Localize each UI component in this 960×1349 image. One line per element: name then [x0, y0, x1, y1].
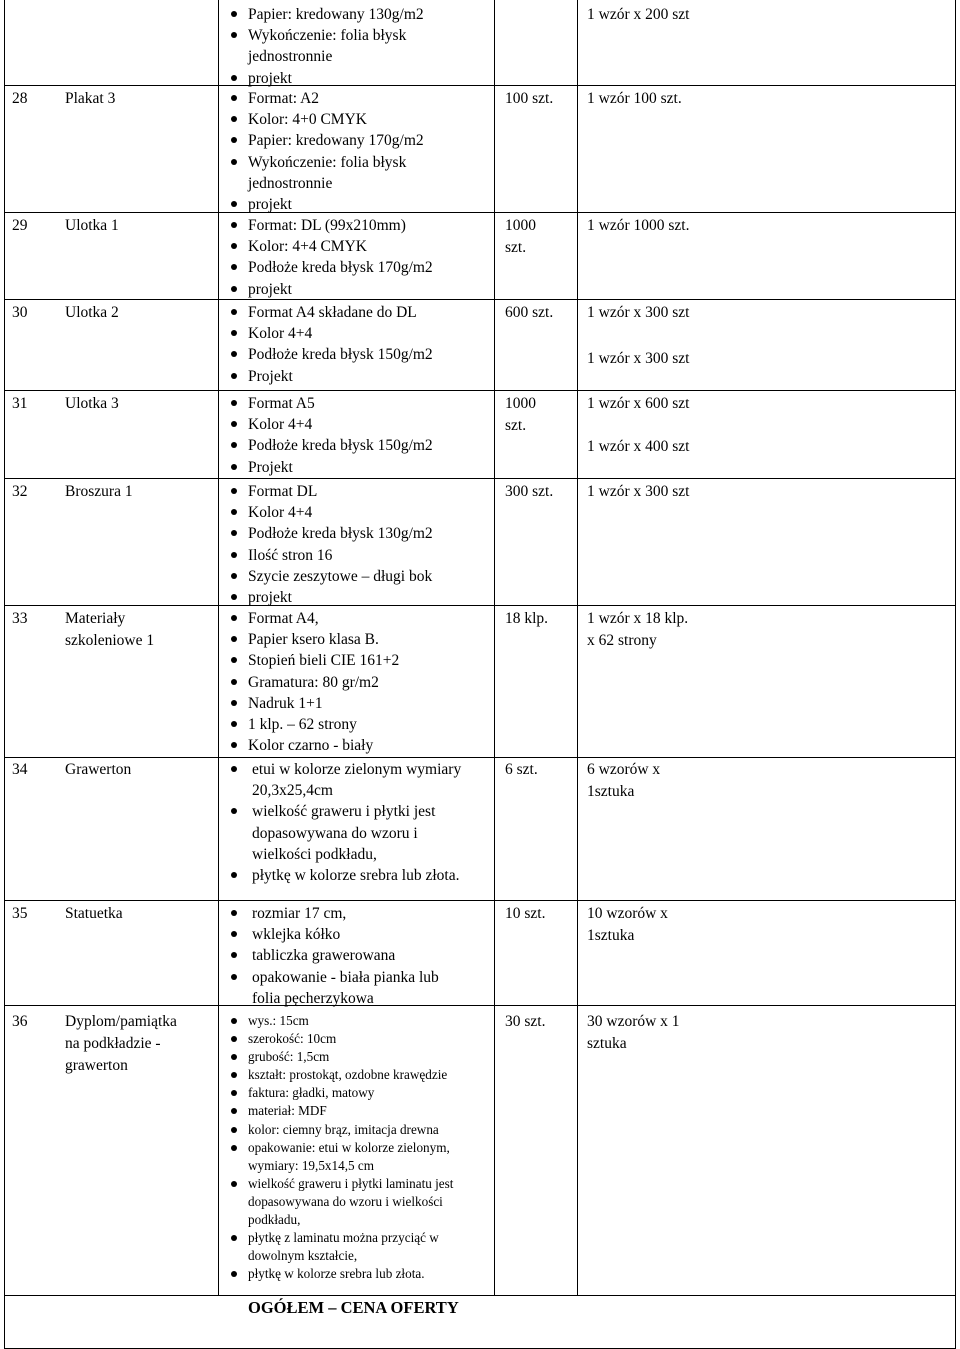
pattern-cell: 1 wzór 100 szt. — [587, 90, 682, 107]
spec-item: opakowanie: etui w kolorze zielonym, wymiary: 19,5x14,5 cm — [224, 1139, 484, 1175]
spec-item: projekt — [224, 587, 464, 608]
pattern-cell: 1 wzór x 300 szt — [587, 350, 690, 367]
spec-list — [224, 608, 464, 756]
spec-item: Ilość stron 16 — [224, 545, 464, 566]
item-name: Broszura 1 — [65, 483, 133, 500]
spec-item: Projekt — [224, 366, 464, 387]
quantity-cell: 10 szt. — [505, 905, 546, 922]
spec-item: płytkę z laminatu można przyciąć w dowolnym kształcie, — [224, 1229, 484, 1265]
row-divider — [4, 1005, 955, 1006]
item-name: grawerton — [65, 1057, 128, 1074]
row-number: 30 — [12, 304, 28, 321]
pattern-cell: 1 wzór x 600 szt — [587, 395, 690, 412]
item-name: Ulotka 2 — [65, 304, 119, 321]
spec-item: Format DL — [224, 481, 464, 502]
quantity-cell: 100 szt. — [505, 90, 554, 107]
spec-item: Format: DL (99x210mm) — [224, 215, 464, 236]
spec-item: płytkę w kolorze srebra lub złota. — [222, 865, 467, 886]
spec-item: Format A4 składane do DL — [224, 302, 464, 323]
spec-item: Kolor czarno - biały — [224, 735, 464, 756]
item-name: Materiały — [65, 610, 126, 627]
spec-item: faktura: gładki, matowy — [224, 1084, 484, 1102]
spec-item: wklejka kółko — [222, 924, 467, 945]
spec-list — [224, 393, 464, 478]
spec-list — [224, 215, 464, 300]
spec-item: wys.: 15cm — [224, 1012, 484, 1030]
row-number: 31 — [12, 395, 28, 412]
spec-item: szerokość: 10cm — [224, 1030, 484, 1048]
pattern-cell: sztuka — [587, 1035, 627, 1052]
spec-item: rozmiar 17 cm, — [222, 903, 467, 924]
row-divider — [4, 299, 955, 300]
row-number: 32 — [12, 483, 28, 500]
item-name: Plakat 3 — [65, 90, 116, 107]
spec-item: Papier ksero klasa B. — [224, 629, 464, 650]
row-divider — [4, 85, 955, 86]
spec-item: Format A4, — [224, 608, 464, 629]
spec-list — [224, 481, 464, 608]
total-offer-price-label: OGÓŁEM – CENA OFERTY — [248, 1298, 459, 1317]
row-number: 35 — [12, 905, 28, 922]
spec-item: Podłoże kreda błysk 150g/m2 — [224, 344, 464, 365]
item-name: Ulotka 1 — [65, 217, 119, 234]
spec-list — [224, 302, 464, 387]
spec-item: opakowanie - biała pianka lub folia pęcherzykowa — [222, 967, 467, 1009]
quantity-cell: 18 klp. — [505, 610, 549, 627]
pattern-cell: 1 wzór 1000 szt. — [587, 217, 690, 234]
spec-item: grubość: 1,5cm — [224, 1048, 484, 1066]
spec-item: kształt: prostokąt, ozdobne krawędzie — [224, 1066, 484, 1084]
table-border-left — [4, 0, 5, 1349]
table-border-right — [955, 0, 956, 1349]
spec-item: Format A5 — [224, 393, 464, 414]
spec-item: projekt — [224, 279, 464, 300]
spec-item: Kolor: 4+0 CMYK — [224, 109, 464, 130]
spec-item: Kolor: 4+4 CMYK — [224, 236, 464, 257]
row-divider — [4, 1295, 955, 1296]
spec-item: Kolor 4+4 — [224, 502, 464, 523]
spec-item: Format: A2 — [224, 88, 464, 109]
row-number: 33 — [12, 610, 28, 627]
row-number: 28 — [12, 90, 28, 107]
spec-item: płytkę w kolorze srebra lub złota. — [224, 1265, 484, 1283]
pattern-cell: 1sztuka — [587, 783, 635, 800]
spec-list — [224, 1012, 484, 1283]
quantity-cell: 1000 — [505, 217, 536, 234]
pattern-cell: x 62 strony — [587, 632, 657, 649]
pattern-cell: 6 wzorów x — [587, 761, 661, 778]
quantity-cell: 1000 — [505, 395, 536, 412]
spec-item: Papier: kredowany 170g/m2 — [224, 130, 464, 151]
spec-item: Projekt — [224, 457, 464, 478]
spec-item: Wykończenie: folia błysk jednostronnie — [224, 152, 464, 194]
spec-item: wielkość graweru i płytki jest dopasowywana do wzoru i wielkości podkładu, — [222, 801, 467, 865]
row-number: 29 — [12, 217, 28, 234]
item-name: Ulotka 3 — [65, 395, 119, 412]
spec-item: projekt — [224, 68, 464, 89]
row-divider — [4, 605, 955, 606]
pattern-cell: 30 wzorów x 1 — [587, 1013, 680, 1030]
pattern-cell: 1 wzór x 300 szt — [587, 304, 690, 321]
row-divider — [4, 212, 955, 213]
spec-list — [222, 759, 467, 886]
item-name: szkoleniowe 1 — [65, 632, 155, 649]
quantity-cell: szt. — [505, 417, 527, 434]
spec-item: Podłoże kreda błysk 170g/m2 — [224, 257, 464, 278]
spec-item: tabliczka grawerowana — [222, 945, 467, 966]
item-name: Grawerton — [65, 761, 132, 778]
spec-list — [224, 88, 464, 215]
row-divider — [4, 390, 955, 391]
spec-item: Kolor 4+4 — [224, 414, 464, 435]
spec-list — [222, 903, 467, 1009]
item-name: na podkładzie - — [65, 1035, 161, 1052]
row-divider — [4, 757, 955, 758]
quantity-cell: 300 szt. — [505, 483, 554, 500]
item-name: Statuetka — [65, 905, 123, 922]
spec-item: kolor: ciemny brąz, imitacja drewna — [224, 1121, 484, 1139]
column-divider — [218, 0, 219, 1295]
spec-item: wielkość graweru i płytki laminatu jest dopasowywana do wzoru i wielkości podkładu, — [224, 1175, 484, 1229]
pattern-cell: 1 wzór x 400 szt — [587, 438, 690, 455]
row-divider — [4, 900, 955, 901]
pattern-cell: 1 wzór x 18 klp. — [587, 610, 689, 627]
spec-item: Szycie zeszytowe – długi bok — [224, 566, 464, 587]
column-divider — [494, 0, 495, 1295]
row-number: 36 — [12, 1013, 28, 1030]
quantity-cell: 6 szt. — [505, 761, 538, 778]
spec-item: Papier: kredowany 130g/m2 — [224, 4, 464, 25]
pattern-cell: 1 wzór x 200 szt — [587, 6, 690, 23]
spec-item: Podłoże kreda błysk 130g/m2 — [224, 523, 464, 544]
column-divider — [577, 0, 578, 1295]
spec-item: Gramatura: 80 gr/m2 — [224, 672, 464, 693]
spec-item: Stopień bieli CIE 161+2 — [224, 650, 464, 671]
spec-item: Nadruk 1+1 — [224, 693, 464, 714]
pattern-cell: 1 wzór x 300 szt — [587, 483, 690, 500]
pattern-cell: 10 wzorów x — [587, 905, 668, 922]
pattern-cell: 1sztuka — [587, 927, 635, 944]
row-divider — [4, 478, 955, 479]
quantity-cell: 600 szt. — [505, 304, 554, 321]
spec-item: Kolor 4+4 — [224, 323, 464, 344]
continued-specs-list — [224, 4, 464, 89]
item-name: Dyplom/pamiątka — [65, 1013, 177, 1030]
spec-item: 1 klp. – 62 strony — [224, 714, 464, 735]
quantity-cell: szt. — [505, 239, 527, 256]
spec-item: Wykończenie: folia błysk jednostronnie — [224, 25, 464, 67]
spec-item: materiał: MDF — [224, 1102, 484, 1120]
spec-item: Podłoże kreda błysk 150g/m2 — [224, 435, 464, 456]
spec-item: etui w kolorze zielonym wymiary 20,3x25,4cm — [222, 759, 467, 801]
spec-item: projekt — [224, 194, 464, 215]
quantity-cell: 30 szt. — [505, 1013, 546, 1030]
row-number: 34 — [12, 761, 28, 778]
